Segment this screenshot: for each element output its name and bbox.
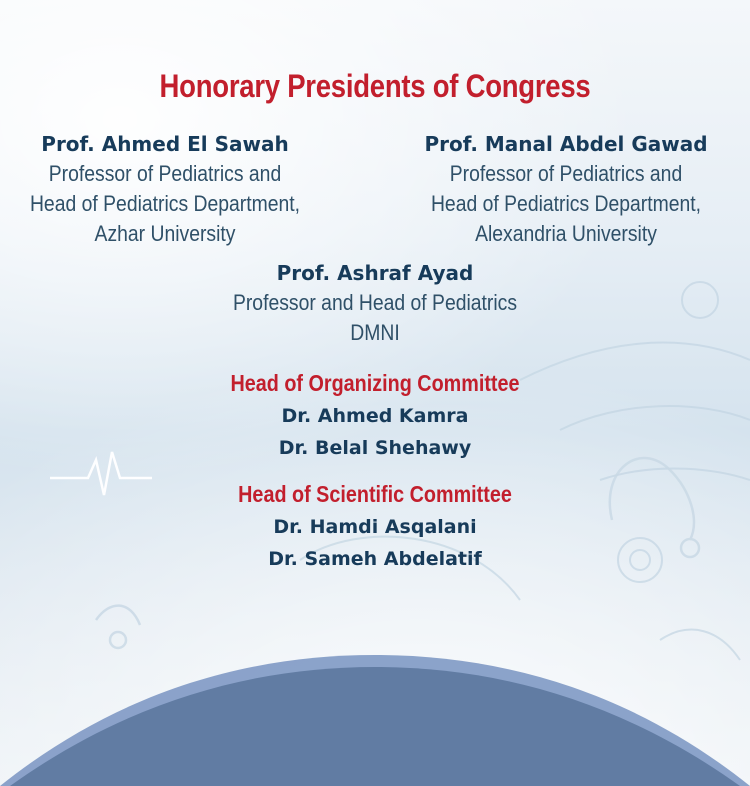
bottom-arc-inner <box>10 667 740 786</box>
organizing-committee-member: Dr. Belal Shehawy <box>278 437 472 459</box>
person-affiliation: DMNI <box>350 320 400 345</box>
organizing-committee-heading: Head of Organizing Committee <box>230 370 520 396</box>
person-title-line: Head of Pediatrics Department, <box>430 191 702 216</box>
person-title-line: Professor and Head of Pediatrics <box>232 290 518 315</box>
person-name: Prof. Ahmed El Sawah <box>41 132 289 156</box>
person-name: Prof. Manal Abdel Gawad <box>424 132 708 156</box>
scientific-committee-member: Dr. Sameh Abdelatif <box>268 548 482 570</box>
person-name: Prof. Ashraf Ayad <box>276 261 474 285</box>
person-title-line: Head of Pediatrics Department, <box>29 191 301 216</box>
honorary-president-2 <box>398 130 734 249</box>
page-title: Honorary Presidents of Congress <box>159 68 591 104</box>
honorary-president-1 <box>0 130 330 249</box>
honorary-president-3 <box>185 259 565 348</box>
person-affiliation: Azhar University <box>94 221 236 246</box>
organizing-committee-member: Dr. Ahmed Kamra <box>281 405 469 427</box>
person-affiliation: Alexandria University <box>475 221 657 246</box>
scientific-committee-heading: Head of Scientific Committee <box>238 481 512 507</box>
scientific-committee-member: Dr. Hamdi Asqalani <box>273 516 477 538</box>
person-title-line: Professor of Pediatrics and <box>48 161 282 186</box>
person-title-line: Professor of Pediatrics and <box>449 161 683 186</box>
